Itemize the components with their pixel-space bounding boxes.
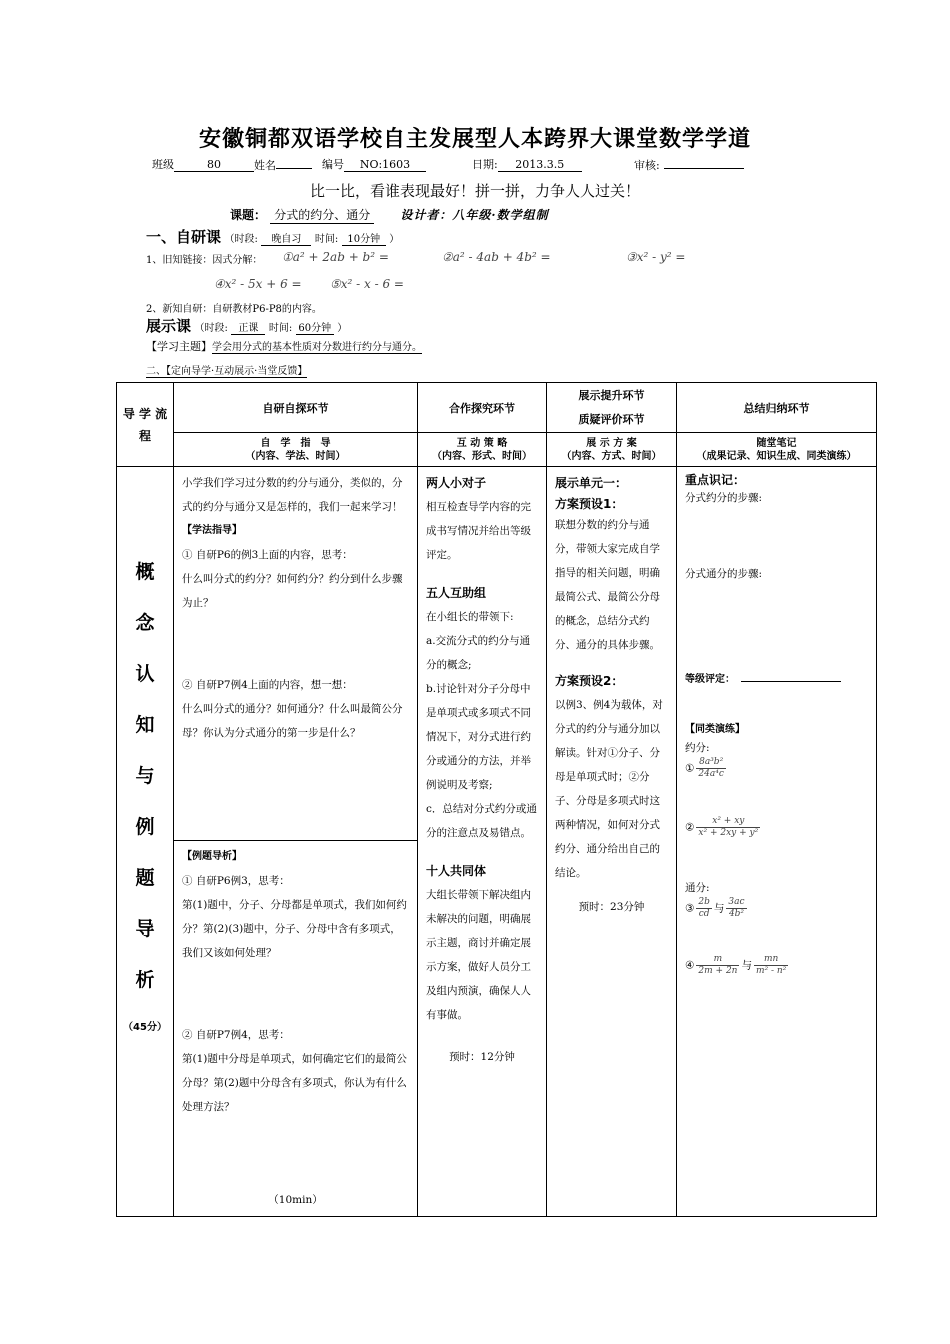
section-2-time: 60分钟 [296,319,334,335]
study-theme-label: 【学习主题】 [146,340,212,353]
section-2-meta-b: 时间: [268,323,293,334]
exercise-1-den: 24a⁴c [698,769,724,779]
flow-char: 知 [135,714,155,736]
review-blank [664,156,744,169]
coop-groups-text: 在小组长的带领下: [426,611,514,623]
method-title: 【学法指导】 [182,525,242,536]
exercise-4-n2: mn [754,954,788,966]
name-blank [276,156,312,169]
exercise-4-mark: ④ [685,959,695,972]
factor-item-3: ③x² - y² = [626,250,686,264]
exercise-2-mark: ② [685,821,695,834]
name-field [254,156,312,173]
exercise-2-den: x² + 2xy + y² [698,828,759,838]
exercise-1-num: 8a³b² [696,757,725,769]
slogan: 比一比，看谁表现最好！拼一拼，力争人人过关！ [309,182,640,200]
coop-item-a: a.交流分式的约分与通分的概念; [426,635,531,671]
coop-team-text: 大组长带领下解决组内未解决的问题，明确展示主题，商讨并确定展示方案，做好人员分工及组内预演，确保人人有事做。 [426,889,531,1021]
summary-cell [677,467,877,1217]
topic-line [230,206,549,224]
exercise-3-n1: 2b [698,897,710,907]
study-theme-value: 学会用分式的基本性质对分数进行约分与通分。 [212,338,422,354]
coop-item-b: b.讨论针对分子分母中是单项式或多项式不同情况下，对分式进行约分或通分的方法，并举例说明及考察; [426,683,531,791]
date-field [472,156,582,172]
example-q2-text: 第(1)题中分母是单项式，如何确定它们的最简公分母？第(2)题中分母含有多项式，你认为有什么处理方法？ [182,1053,407,1113]
show-plan-1: 方案预设1： [555,497,624,511]
subheader-coop [418,433,547,467]
section-1-title: 一、自研课 [146,228,222,246]
exercise-2-num: x² + xy [696,816,760,828]
summary-grade-blank [741,671,841,682]
self-study-cell [174,467,418,841]
exercise-4 [685,954,868,977]
factor-item-5: ⑤x² - x - 6 = [330,277,404,291]
summary-common-label: 通分: [685,882,710,894]
exercise-4-fraction-a [696,954,739,977]
header-show-line-2: 质疑评价环节 [578,412,645,426]
exercise-3-with: 与 [713,902,725,915]
cooperation-cell [418,467,547,1217]
class-value: 80 [174,158,254,172]
subheader-summary [677,433,877,467]
flow-char: 例 [135,816,155,838]
example-q1-text: 第(1)题中，分子、分母都是单项式，我们如何约分？第(2)(3)题中，分子、分母中含有多项式，我们又该如何处理？ [182,899,407,959]
subheader-summary-2: （成果记录、知识生成、同类演练） [696,450,857,462]
example-cell [174,841,418,1217]
number-field [322,156,426,172]
subheader-show [547,433,677,467]
exercise-1 [685,757,868,780]
header-show-line-1: 展示提升环节 [578,388,645,402]
exercise-2-fraction [696,816,760,839]
flow-char: 概 [135,561,155,583]
number-label: 编号 [322,158,344,171]
coop-item-c: c．总结对分式约分或通分的注意点及易错点。 [426,803,537,839]
self-q1: ① 自研P6的例3上面的内容，思考： [182,549,353,561]
study-theme [146,338,422,354]
example-time: （10min） [268,1194,323,1206]
coop-pairs-text: 相互检查导学内容的完成书写情况并给出等级评定。 [426,501,531,561]
subheader-show-1: 展 示 方 案 [586,437,637,449]
subheader-coop-1: 互 动 策 略 [456,437,508,449]
coop-title-team: 十人共同体 [426,864,487,878]
coop-time: 预时：12分钟 [449,1051,515,1063]
exercise-1-mark: ① [685,762,695,775]
summary-grade-label: 等级评定： [685,674,735,685]
flow-char: 认 [135,663,155,685]
topic-value: 分式的约分、通分 [270,206,374,224]
section-2-period: 正课 [231,319,265,335]
show-time: 预时：23分钟 [578,901,645,913]
flow-char: 与 [135,765,155,787]
flow-char: 析 [135,969,155,991]
old-knowledge-label: 1、旧知链接：因式分解： [146,255,263,266]
subheader-self-1: 自 学 指 导 [260,437,331,449]
lesson-table [116,382,877,1217]
class-field [152,156,254,172]
guide-line [146,362,307,378]
subheader-self-2: （内容、学法、时间） [245,450,346,462]
factor-item-1: ①a² + 2ab + b² = [282,250,389,264]
summary-grade [685,671,868,689]
self-q2: ② 自研P7例4上面的内容，想一想： [182,679,353,691]
section-1-period: 晚自习 [261,230,311,246]
summary-reduce-label: 约分: [685,742,710,754]
coop-title-groups: 五人互助组 [426,586,487,600]
example-q1: ① 自研P6例3，思考： [182,875,290,887]
guide-line-text: 二、【定向导学·互动展示·当堂反馈】 [146,362,307,378]
summary-practice: 【同类演练】 [685,724,745,735]
factor-item-4: ④x² - 5x + 6 = [214,277,302,291]
show-plan-1-text: 联想分数的约分与通分，带领大家完成自学指导的相关问题，明确最简公式、最简公分母的概念，总结分式约分、通分的具体步骤。 [555,519,660,651]
flow-char: 念 [135,612,155,634]
exercise-3-d2: 4b² [728,909,745,919]
flow-char: 导 [135,918,155,940]
self-intro: 小学我们学习过分数的约分与通分，类似的，分式的约分与通分又是怎样的，我们一起来学习！ [182,477,403,513]
section-1-meta-a: （时段: [224,234,258,245]
summary-reduce-steps: 分式约分的步骤: [685,492,763,504]
section-2-title: 展示课 [146,317,192,335]
subheader-show-2: （内容、方式、时间） [561,450,662,462]
exercise-2 [685,816,868,839]
section-1-meta-b: 时间: [314,234,339,245]
subheader-coop-2: （内容、形式、时间） [432,450,532,462]
flow-time: （45分） [123,1022,167,1033]
new-knowledge-label: 2、新知自研：自研教材P6-P8的内容。 [146,304,322,315]
flow-char: 题 [135,867,155,889]
review-label: 审核: [634,159,660,172]
name-label: 姓名 [254,159,276,172]
header-summary: 总结归纳环节 [677,383,877,433]
summary-key: 重点识记： [685,473,746,487]
example-title: 【例题导析】 [182,851,242,862]
subheader-self [174,433,418,467]
section-1-meta-c: ） [389,234,400,245]
page-title: 安徽铜都双语学校自主发展型人本跨界大课堂数学学道 [198,126,751,152]
show-plan-2-text: 以例3、例4为载体，对分式的约分与通分加以解读。针对①分子、分母是单项式时；②分子、分母是多项式时这两种情况，如何对分式约分、通分给出自己的结论。 [555,699,663,879]
header-cooperation: 合作探究环节 [418,383,547,433]
exercise-4-d1: 2m + 2n [698,966,738,976]
self-q1-text: 什么叫分式的约分？如何约分？约分到什么步骤为止？ [182,573,403,609]
coop-title-pairs: 两人小对子 [426,476,487,490]
section-2-meta-a: （时段: [194,323,228,334]
date-value: 2013.3.5 [498,158,582,172]
exercise-4-fraction-b [754,954,788,977]
section-2-heading [146,315,347,336]
section-2-meta-c: ） [337,323,348,334]
review-field [634,156,744,173]
flow-column [117,467,174,1217]
section-1-time: 10分钟 [342,230,386,246]
self-q2-text: 什么叫分式的通分？如何通分？什么叫最简公分母？你认为分式通分的第一步是什么？ [182,703,403,739]
exercise-3-mark: ③ [685,902,695,915]
topic-label: 课题： [230,208,267,222]
exercise-4-with: 与 [741,959,752,972]
header-flow: 导 学 流 程 [117,383,174,467]
exercise-3-n2: 3ac [728,897,745,907]
show-unit: 展示单元一： [555,476,628,490]
example-q2: ② 自研P7例4，思考： [182,1029,290,1041]
exercise-4-n1: m [696,954,739,966]
designer-value: 八年级·数学组制 [452,208,549,222]
date-label: 日期: [472,158,498,171]
class-label: 班级 [152,158,174,171]
exercise-3 [685,897,868,920]
section-1-heading [146,226,399,247]
show-plan-2: 方案预设2： [555,674,624,688]
subheader-summary-1: 随堂笔记 [756,437,797,449]
designer-label: 设计者： [400,208,453,222]
header-self-study: 自研自探环节 [174,383,418,433]
number-value: NO:1603 [344,158,426,172]
exercise-3-d1: cd [698,909,710,919]
summary-common-steps: 分式通分的步骤: [685,568,763,580]
exercise-4-d2: m² - n² [755,966,787,976]
exercise-3-fraction-b [726,897,746,920]
exercise-1-fraction [696,757,725,780]
exercise-3-fraction-a [696,897,712,920]
header-show [547,383,677,433]
factor-item-2: ②a² - 4ab + 4b² = [442,250,551,264]
show-cell [547,467,677,1217]
